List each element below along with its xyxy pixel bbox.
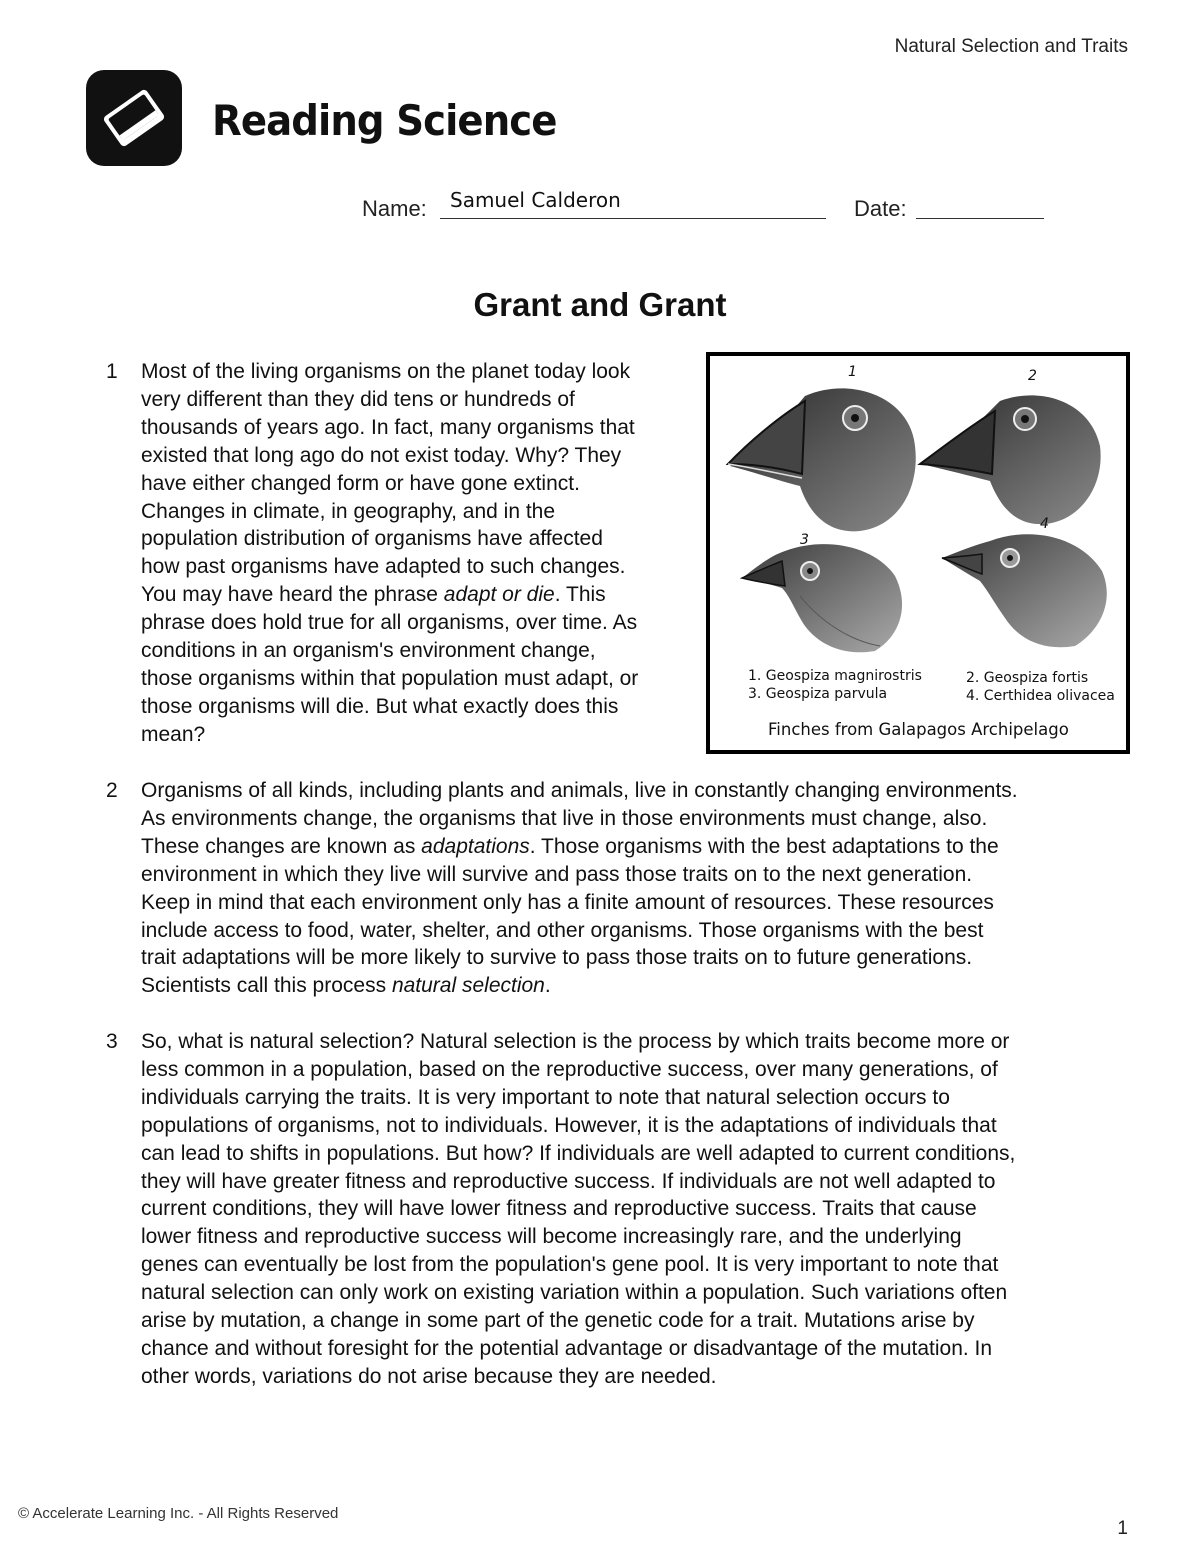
paragraph-line: mean? [141,722,206,746]
finch-4-drawing [942,534,1107,647]
finch-2-drawing [920,395,1101,524]
paragraph-line: less common in a population, based on the reproductive success, over many generations, of [141,1057,998,1081]
paragraph-line: chance and without foresight for the potential advantage or disadvantage of the mutation. In [141,1336,993,1360]
paragraph-line: can lead to shifts in populations. But how? If individuals are well adapted to current conditions, [141,1141,1016,1165]
page-number: 1 [1117,1518,1128,1539]
book-icon [84,68,184,168]
brand-title: Reading Science [212,96,557,145]
unit-title: Natural Selection and Traits [894,36,1128,57]
copyright-footer: © Accelerate Learning Inc. - All Rights Reserved [18,1505,339,1522]
paragraph-line: lower fitness and reproductive success will become increasingly rare, and the underlying [141,1225,962,1249]
paragraph-line: environment in which they live will survive and pass those traits on to the next generation. [141,862,973,886]
figure-legend-item: 3. Geospiza parvula [748,686,888,702]
name-date-row [362,188,1052,228]
figure-number: 2 [1028,368,1037,384]
paragraph-line: very different than they did tens or hundreds of [141,387,575,411]
paragraph-line: You may have heard the phrase adapt or die. This [141,583,606,607]
finch-figure [706,352,1130,754]
paragraph-line: include access to food, water, shelter, and other organisms. Those organisms with the best [141,918,984,942]
paragraph-line: population distribution of organisms have affected [141,527,603,551]
paragraph-line: As environments change, the organisms that live in those environments must change, also. [141,806,988,830]
paragraph-line: So, what is natural selection? Natural selection is the process by which traits become more or [141,1030,1010,1053]
paragraph-number: 2 [106,779,118,802]
figure-number: 4 [1040,516,1049,532]
paragraph-line: other words, variations do not arise because they are needed. [141,1364,717,1388]
name-field[interactable]: Samuel Calderon [450,188,621,212]
paragraph-line: natural selection can only work on existing variation within a population. Such variations often [141,1281,1008,1305]
figure-legend-item: 4. Certhidea olivacea [966,688,1115,704]
paragraph-line: existed that long ago do not exist today. Why? They [141,443,622,467]
figure-legend-item: 1. Geospiza magnirostris [748,668,922,684]
paragraph-number: 1 [106,360,118,383]
paragraph-line: current conditions, they will have lower fitness and reproductive success. Traits that cause [141,1197,977,1221]
paragraph-2 [106,777,1136,1000]
figure-legend-item: 2. Geospiza fortis [966,670,1089,686]
paragraph-number: 3 [106,1030,118,1053]
paragraph-1 [106,358,706,749]
paragraph-line: Scientists call this process natural selection. [141,974,551,998]
paragraph-line: conditions in an organism's environment change, [141,639,596,663]
paragraph-line: trait adaptations will be more likely to survive to pass those traits on to future generations. [141,946,973,970]
figure-number: 1 [848,364,857,380]
figure-number: 3 [800,532,809,548]
article-title: Grant and Grant [473,286,727,323]
date-field[interactable] [916,218,1044,219]
paragraph-line: Organisms of all kinds, including plants and animals, live in constantly changing environments. [141,779,1018,802]
paragraph-line: those organisms will die. But what exactly does this [141,694,619,718]
paragraph-line: thousands of years ago. In fact, many organisms that [141,415,635,439]
paragraph-line: populations of organisms, not to individuals. However, it is the adaptations of individuals that [141,1113,997,1137]
paragraph-line: Most of the living organisms on the planet today look [141,360,631,383]
paragraph-line: Changes in climate, in geography, and in the [141,499,556,523]
name-label: Name: [362,196,427,221]
paragraph-line: individuals carrying the traits. It is very important to note that natural selection occurs to [141,1085,950,1109]
paragraph-line: arise by mutation, a change in some part of the genetic code for a trait. Mutations arise by [141,1309,975,1333]
paragraph-line: phrase does hold true for all organisms, over time. As [141,611,638,635]
date-label: Date: [854,196,907,221]
paragraph-line: Keep in mind that each environment only has a finite amount of resources. These resources [141,890,994,914]
paragraph-line: they will have greater fitness and reproductive success. If individuals are not well adapted to [141,1169,996,1193]
name-underline [440,218,826,219]
paragraph-line: have either changed form or have gone extinct. [141,471,580,495]
paragraph-line: those organisms within that population must adapt, or [141,666,639,690]
paragraph-line: These changes are known as adaptations. Those organisms with the best adaptations to the [141,834,999,858]
finch-3-drawing [742,544,902,652]
figure-caption: Finches from Galapagos Archipelago [768,720,1069,739]
finch-1-drawing [728,388,916,531]
paragraph-3 [106,1028,1136,1391]
paragraph-line: how past organisms have adapted to such changes. [141,555,626,579]
paragraph-line: genes can eventually be lost from the population's gene pool. It is very important to note that [141,1253,999,1277]
